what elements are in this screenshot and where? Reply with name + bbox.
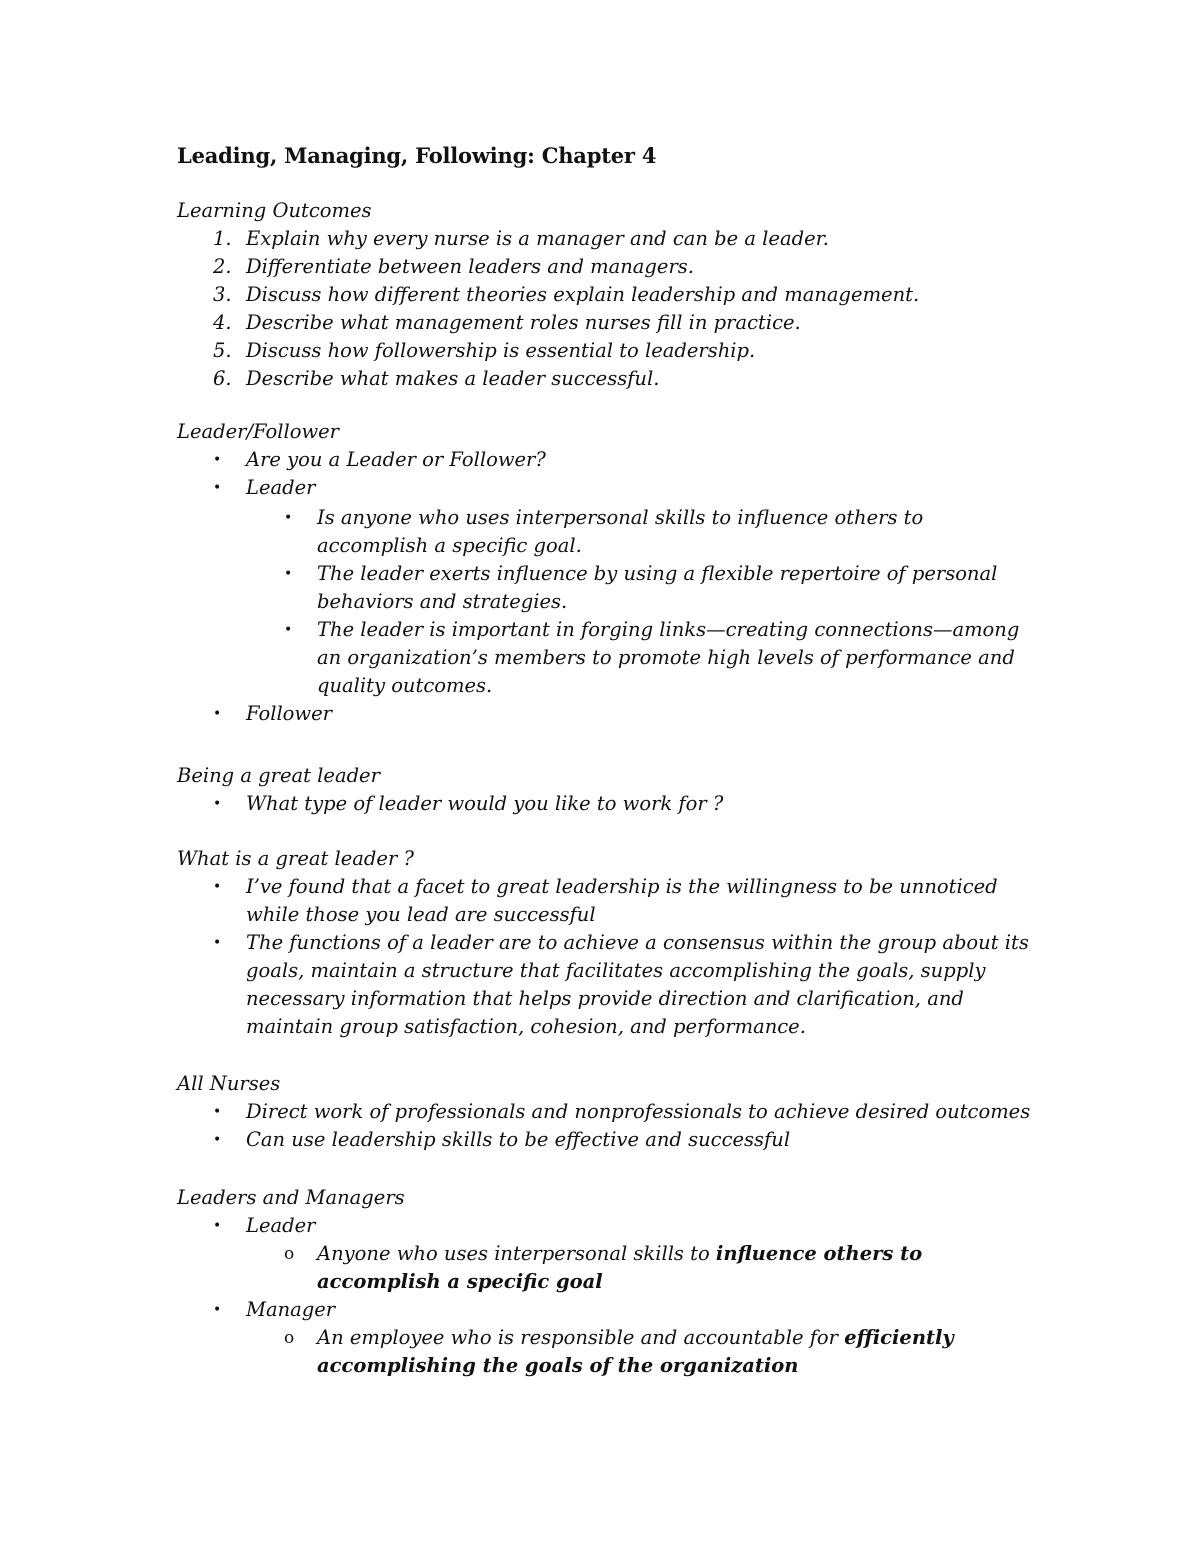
list-item-text: Direct work of professionals and nonprofessionals to achieve desired outcomes	[246, 1100, 1031, 1123]
bullet-icon: •	[213, 1132, 222, 1148]
list-item-text: Leader	[246, 476, 316, 499]
list-item	[177, 225, 1030, 253]
circle-bullet-icon: o	[284, 1328, 295, 1348]
list-number: 3.	[213, 283, 232, 306]
list-item	[177, 474, 1030, 502]
bullet-icon: •	[213, 706, 222, 722]
list-item-text: What type of leader would you like to work for ?	[246, 792, 724, 815]
list-item	[177, 1126, 1030, 1154]
list-item	[177, 1324, 1030, 1380]
list-item	[177, 1212, 1030, 1240]
section-heading: Being a great leader	[177, 764, 380, 787]
leader-follower-section	[177, 418, 1030, 728]
list-item	[177, 337, 1030, 365]
list-item	[177, 1240, 1030, 1296]
list-item-text: Describe what management roles nurses fill in practice.	[246, 311, 801, 334]
bullet-icon: •	[213, 1302, 222, 1318]
list-item	[177, 616, 1030, 700]
being-great-leader-section	[177, 762, 1030, 818]
list-item	[177, 873, 1030, 929]
all-nurses-section	[177, 1070, 1030, 1154]
list-item-text: The functions of a leader are to achieve a consensus within the group about its goals, maintain a structure that facilitates accomplishing the goals, supply necessary information that helps provide direction and clarification, and maintain group satisfaction, cohesion, and performance.	[246, 931, 1029, 1038]
definition-text: Anyone who uses interpersonal skills to	[317, 1242, 716, 1265]
list-number: 4.	[213, 311, 232, 334]
list-item	[177, 1098, 1030, 1126]
list-item-text: The leader exerts influence by using a flexible repertoire of personal behaviors and strategies.	[317, 562, 998, 613]
bullet-icon: •	[284, 566, 293, 582]
bullet-icon: •	[284, 510, 293, 526]
list-item	[177, 560, 1030, 616]
bullet-icon: •	[213, 935, 222, 951]
list-item-text: Manager	[246, 1298, 336, 1321]
list-item-text: I’ve found that a facet to great leadership is the willingness to be unnoticed while those you lead are successful	[246, 875, 998, 926]
bullet-icon: •	[284, 622, 293, 638]
list-item-text: Discuss how followership is essential to leadership.	[246, 339, 756, 362]
list-item-text: Can use leadership skills to be effective and successful	[246, 1128, 791, 1151]
section-heading: Learning Outcomes	[177, 199, 372, 222]
list-item-text: Differentiate between leaders and managers.	[246, 255, 694, 278]
list-item-text: Follower	[246, 702, 332, 725]
bullet-icon: •	[213, 480, 222, 496]
list-item	[177, 504, 1030, 560]
list-item-text: Are you a Leader or Follower?	[246, 448, 546, 471]
bullet-icon: •	[213, 879, 222, 895]
section-heading: Leaders and Managers	[177, 1186, 405, 1209]
list-number: 6.	[213, 367, 232, 390]
list-item-text: The leader is important in forging links—creating connections—among an organization’s members to promote high levels of performance and quality outcomes.	[317, 618, 1020, 697]
list-number: 2.	[213, 255, 232, 278]
bullet-icon: •	[213, 1218, 222, 1234]
list-item	[177, 1296, 1030, 1324]
list-item-text: Is anyone who uses interpersonal skills to influence others to accomplish a specific goal.	[317, 506, 924, 557]
definition-emphasis: efficiently accomplishing the goals of the organization	[317, 1326, 954, 1377]
list-number: 5.	[213, 339, 232, 362]
bullet-icon: •	[213, 1104, 222, 1120]
section-heading: All Nurses	[177, 1072, 281, 1095]
list-item	[177, 281, 1030, 309]
list-item	[177, 446, 1030, 474]
section-heading: Leader/Follower	[177, 420, 339, 443]
list-item	[177, 309, 1030, 337]
learning-outcomes-section	[177, 197, 1030, 393]
list-number: 1.	[213, 227, 232, 250]
list-item	[177, 790, 1030, 818]
list-item	[177, 365, 1030, 393]
definition-text: An employee who is responsible and accountable for	[317, 1326, 845, 1349]
bullet-icon: •	[213, 452, 222, 468]
page-title: Leading, Managing, Following: Chapter 4	[177, 143, 657, 168]
definition-emphasis: influence others to accomplish a specific goal	[317, 1242, 923, 1293]
list-item	[177, 700, 1030, 728]
list-item-text: Discuss how different theories explain leadership and management.	[246, 283, 920, 306]
circle-bullet-icon: o	[284, 1244, 295, 1264]
list-item-text: Describe what makes a leader successful.	[246, 367, 660, 390]
list-item	[177, 929, 1030, 1041]
leaders-managers-section	[177, 1184, 1030, 1380]
list-item-text: Leader	[246, 1214, 316, 1237]
list-item-text: Explain why every nurse is a manager and can be a leader.	[246, 227, 829, 250]
what-is-great-leader-section	[177, 845, 1030, 1041]
bullet-icon: •	[213, 796, 222, 812]
list-item	[177, 253, 1030, 281]
section-heading: What is a great leader ?	[177, 847, 414, 870]
